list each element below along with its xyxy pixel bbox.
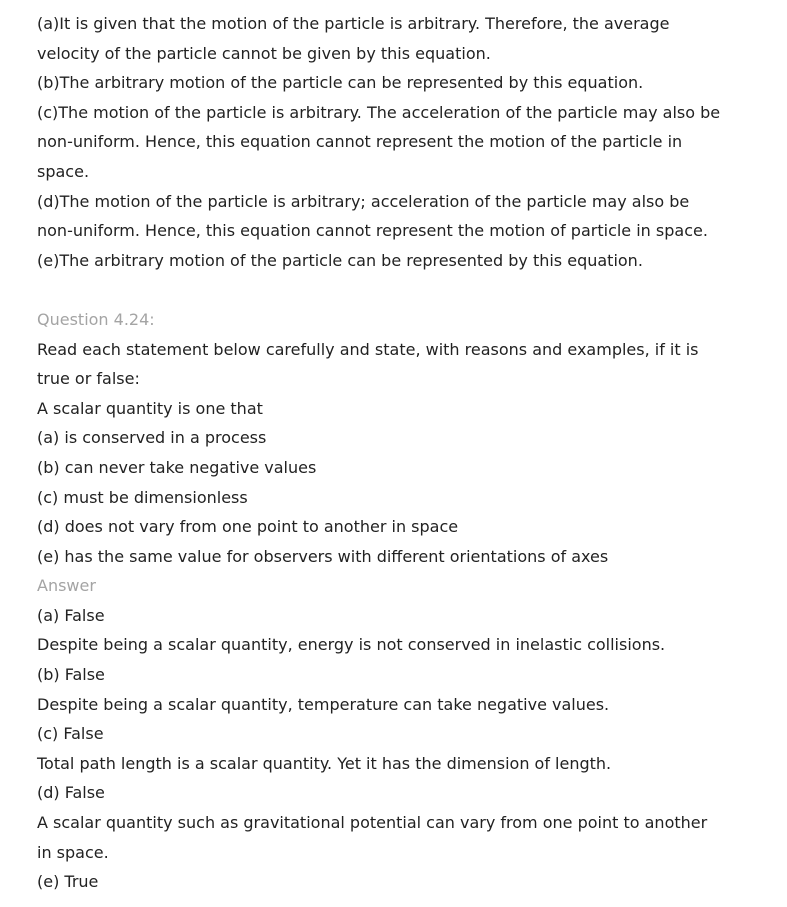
text-line: Despite being a scalar quantity, energy is not conserved in inelastic collisions. — [37, 635, 666, 655]
text-line: (c) False — [37, 724, 104, 744]
question-section — [37, 305, 749, 571]
question-heading: Question 4.24: — [37, 309, 155, 329]
text-line: true or false: — [37, 369, 140, 389]
text-line: in space. — [37, 842, 109, 862]
text-line: (a) is conserved in a process — [37, 428, 267, 448]
text-line: non-uniform. Hence, this equation cannot represent the motion of particle in space. — [37, 221, 708, 241]
document-page — [37, 9, 749, 897]
section-spacer — [37, 275, 749, 305]
text-line: (b) can never take negative values — [37, 457, 317, 477]
answer-section — [37, 571, 749, 897]
text-line: (b) False — [37, 665, 105, 685]
answer-heading: Answer — [37, 576, 96, 596]
text-line: (c) must be dimensionless — [37, 487, 248, 507]
text-line: (e)The arbitrary motion of the particle can be represented by this equation. — [37, 250, 643, 270]
text-line: (a) False — [37, 605, 105, 625]
text-line: (d)The motion of the particle is arbitrary; acceleration of the particle may also be — [37, 191, 690, 211]
text-line: (c)The motion of the particle is arbitrary. The acceleration of the particle may also be — [37, 102, 721, 122]
text-line: (d) False — [37, 783, 105, 803]
text-line: space. — [37, 161, 90, 181]
text-line: A scalar quantity such as gravitational potential can vary from one point to another — [37, 813, 708, 833]
text-line: Read each statement below carefully and state, with reasons and examples, if it is — [37, 339, 699, 359]
text-line: A scalar quantity is one that — [37, 398, 263, 418]
text-line: (b)The arbitrary motion of the particle can be represented by this equation. — [37, 73, 644, 93]
text-line: (e) True — [37, 872, 99, 892]
text-line: Total path length is a scalar quantity. Yet it has the dimension of length. — [37, 753, 612, 773]
text-line: (a)It is given that the motion of the particle is arbitrary. Therefore, the average — [37, 14, 670, 33]
text-line: (e) has the same value for observers with different orientations of axes — [37, 546, 609, 566]
text-line: non-uniform. Hence, this equation cannot represent the motion of the particle in — [37, 132, 683, 152]
text-line: (d) does not vary from one point to another in space — [37, 517, 459, 537]
previous-answer-section — [37, 9, 749, 275]
text-line: velocity of the particle cannot be given by this equation. — [37, 43, 491, 63]
text-line: Despite being a scalar quantity, temperature can take negative values. — [37, 694, 610, 714]
